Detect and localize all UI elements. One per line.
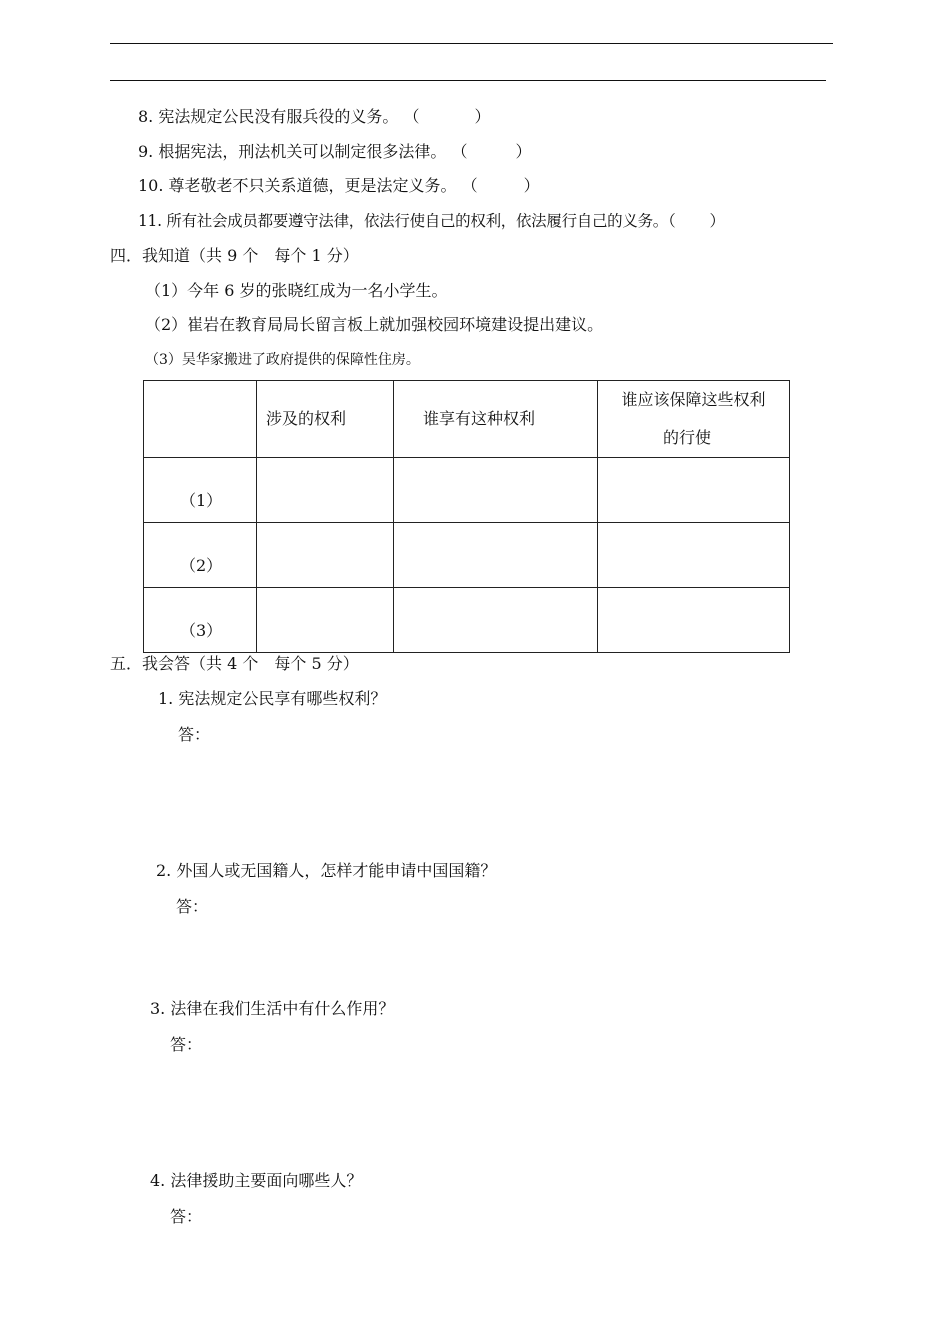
- tf-question-11-close: ）: [709, 212, 725, 230]
- tf-question-9: [138, 142, 531, 162]
- tf-question-11-open: （: [667, 212, 676, 230]
- table-row-label: （1）: [144, 458, 257, 523]
- tf-question-8: [138, 107, 490, 127]
- tf-question-8-text: 8. 宪法规定公民没有服兵役的义务。: [138, 107, 399, 126]
- table-header-who-protects: 谁应该保障这些权利 的行使: [598, 381, 790, 458]
- table-row-label: （2）: [144, 523, 257, 588]
- answer-line-2: [110, 80, 826, 81]
- section-4-title: 四．我知道（共 9 个 每个 1 分）: [110, 246, 359, 265]
- table-row-label: （3）: [144, 588, 257, 653]
- question-3: 3. 法律在我们生活中有什么作用？: [150, 999, 395, 1018]
- tf-question-8-close: ）: [474, 107, 491, 126]
- answer-label-1[interactable]: 答：: [178, 725, 211, 744]
- table-row: [144, 458, 790, 523]
- answer-line-1: [110, 43, 833, 44]
- table-header-blank: [144, 381, 257, 458]
- table-row: [144, 588, 790, 653]
- tf-question-11: [138, 211, 725, 231]
- table-cell-input[interactable]: [257, 458, 394, 523]
- tf-question-10: [138, 176, 540, 196]
- table-cell-input[interactable]: [257, 523, 394, 588]
- section-5-title: 五．我会答（共 4 个 每个 5 分）: [110, 654, 359, 673]
- table-cell-input[interactable]: [394, 523, 598, 588]
- table-cell-input[interactable]: [598, 588, 790, 653]
- tf-question-10-close: ）: [523, 176, 540, 195]
- answer-label-4[interactable]: 答：: [170, 1207, 203, 1226]
- section-4-item-1: （1）今年 6 岁的张晓红成为一名小学生。: [145, 281, 448, 300]
- tf-question-9-open: （: [451, 142, 468, 161]
- section-4-item-3: （3）吴华家搬进了政府提供的保障性住房。: [145, 352, 420, 368]
- question-1: 1. 宪法规定公民享有哪些权利？: [158, 689, 387, 708]
- table-cell-input[interactable]: [598, 523, 790, 588]
- table-header-right: 涉及的权利: [257, 381, 394, 458]
- answer-label-2[interactable]: 答：: [176, 897, 209, 916]
- table-cell-input[interactable]: [598, 458, 790, 523]
- tf-question-9-text: 9. 根据宪法，刑法机关可以制定很多法律。: [138, 142, 447, 161]
- table-header-who-enjoys: 谁享有这种权利: [394, 381, 598, 458]
- table-cell-input[interactable]: [394, 588, 598, 653]
- rights-table: [143, 380, 790, 653]
- tf-question-10-text: 10. 尊老敬老不只关系道德，更是法定义务。: [138, 176, 457, 195]
- table-row: [144, 523, 790, 588]
- section-4-item-2: （2）崔岩在教育局局长留言板上就加强校园环境建设提出建议。: [145, 315, 604, 334]
- answer-label-3[interactable]: 答：: [170, 1035, 203, 1054]
- table-cell-input[interactable]: [394, 458, 598, 523]
- table-header-row: [144, 381, 790, 458]
- tf-question-8-open: （: [403, 107, 420, 126]
- tf-question-10-open: （: [461, 176, 478, 195]
- table-cell-input[interactable]: [257, 588, 394, 653]
- tf-question-9-close: ）: [515, 142, 532, 161]
- question-4: 4. 法律援助主要面向哪些人？: [150, 1171, 363, 1190]
- tf-question-11-text: 11. 所有社会成员都要遵守法律，依法行使自己的权利，依法履行自己的义务。: [138, 212, 668, 230]
- question-2: 2. 外国人或无国籍人，怎样才能申请中国国籍？: [156, 861, 497, 880]
